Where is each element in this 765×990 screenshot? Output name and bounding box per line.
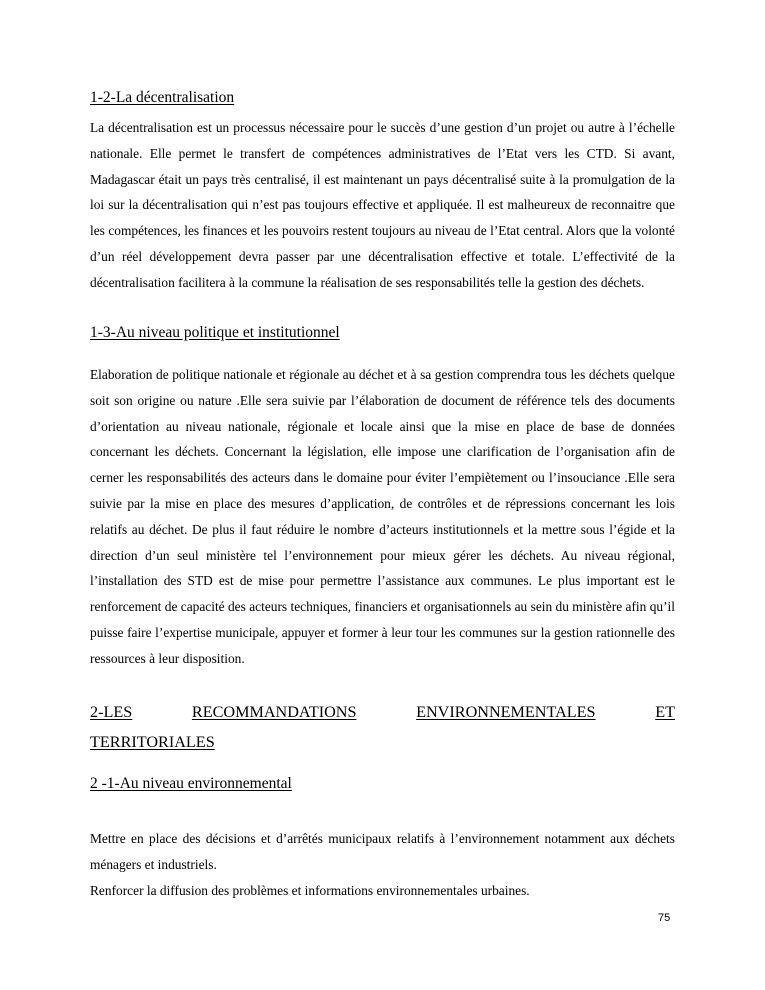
heading-politique-institutionnel: 1-3-Au niveau politique et institutionnel bbox=[90, 324, 340, 341]
paragraph-environnemental-1: Mettre en place des décisions et d’arrêtés municipaux relatifs à l’environnement notamment aux déchets ménagers et industriels. bbox=[90, 831, 675, 872]
heading-word-3: ENVIRONNEMENTALES bbox=[416, 703, 596, 721]
paragraph-decentralisation: La décentralisation est un processus nécessaire pour le succès d’une gestion d’un projet ou autre à l’échelle nationale. Elle permet le transfert de compétences administratives de l’Etat vers les CTD. Si avant, Madagascar était un pays très centralisé, il est maintenant un pays décentralisé suite à la promulgation de la loi sur la décentralisation qui n’est pas toujours effective et appliquée. Il est malheureux de reconnaitre que les compétences, les finances et les pouvoirs restent toujours au niveau de l’Etat central. Alors que la volonté d’un réel développement devra passer par une décentralisation effective et totale. L’effectivité de la décentralisation facilitera à la commune la réalisation de ses responsabilités telle la gestion des déchets. bbox=[90, 120, 675, 290]
paragraph-environnemental-2: Renforcer la diffusion des problèmes et informations environnementales urbaines. bbox=[90, 883, 530, 898]
heading-decentralisation: 1-2-La décentralisation bbox=[90, 89, 235, 106]
heading-environnemental: 2 -1-Au niveau environnemental bbox=[90, 775, 292, 792]
heading-recommandations-line1 bbox=[90, 697, 675, 727]
heading-word-4: ET bbox=[655, 703, 675, 721]
heading-recommandations bbox=[90, 697, 675, 757]
page-number: 75 bbox=[658, 912, 671, 924]
heading-word-1: 2-LES bbox=[90, 703, 133, 721]
heading-word-2: RECOMMANDATIONS bbox=[191, 703, 357, 721]
paragraph-politique-institutionnel: Elaboration de politique nationale et régionale au déchet et à sa gestion comprendra tous les déchets quelque soit son origine ou nature .Elle sera suivie par l’élaboration de document de référence tels des documents d’orientation au niveau nationale, régionale et locale ainsi que la mise en place de base de données concernant les déchets. Concernant la législation, elle impose une clarification de l’organisation afin de cerner les responsabilités des acteurs dans le domaine pour éviter l’empiètement ou l’insouciance .Elle sera suivie par la mise en place des mesures d’application, de contrôles et de répressions concernant les lois relatifs au déchet. De plus il faut réduire le nombre d’acteurs institutionnels et la mettre sous l’égide et la direction d’un seul ministère tel l’environnement pour mieux gérer les déchets. Au niveau régional, l’installation des STD est de mise pour permettre l’assistance aux communes. Le plus important est le renforcement de capacité des acteurs techniques, financiers et organisationnels au sein du ministère afin qu’il puisse faire l’expertise municipale, appuyer et former à leur tour les communes sur la gestion rationnelle des ressources à leur disposition. bbox=[90, 367, 675, 666]
heading-recommandations-line2: TERRITORIALES bbox=[90, 733, 215, 751]
